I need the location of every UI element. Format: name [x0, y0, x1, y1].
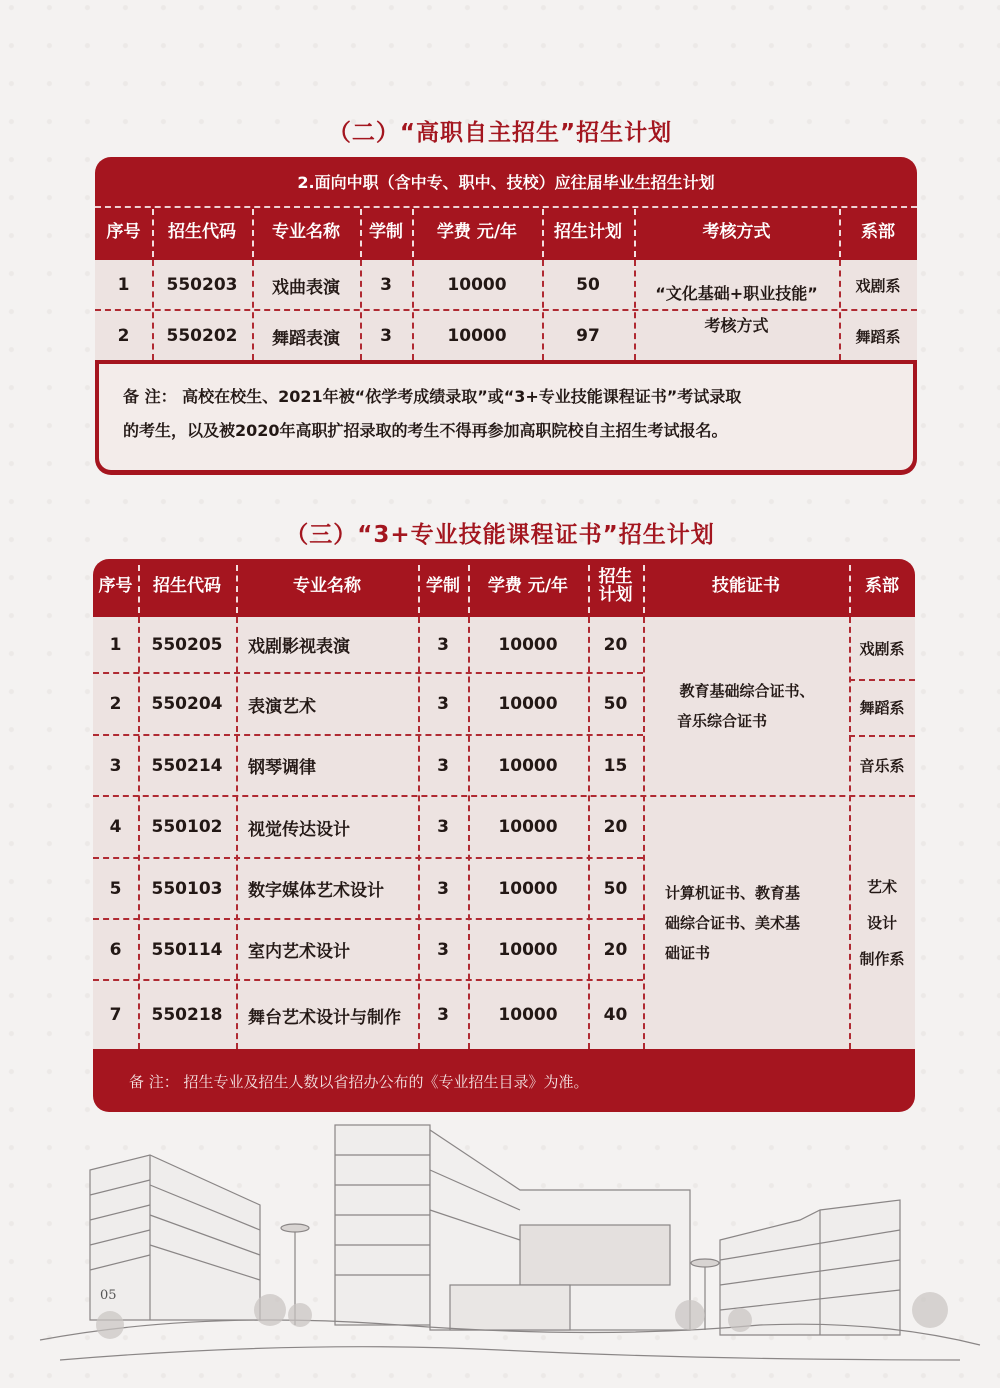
- s3-row5-plan: 50: [603, 878, 628, 899]
- s3-row7-code: 550218: [151, 1005, 223, 1025]
- s2-hsep-2: [252, 209, 254, 257]
- s2-assessment-line1: “文化基础+职业技能”: [655, 284, 818, 303]
- s2-hsep-3: [360, 209, 362, 257]
- s3-hsep-4: [468, 565, 470, 613]
- s3-row7-no: 7: [109, 1005, 122, 1025]
- s2-note: [99, 364, 913, 470]
- s3-cert-group2-line3: 础证书: [665, 944, 711, 962]
- s3-row6-code: 550114: [151, 939, 223, 960]
- s3-row1-code: 550205: [151, 634, 223, 655]
- s3-row6-plan: 20: [603, 939, 628, 960]
- s2-header-no: 序号: [106, 222, 141, 243]
- s3-row7-years: 3: [437, 1005, 449, 1025]
- s3-cert-group1: [645, 617, 849, 795]
- section2-panel: [95, 157, 917, 475]
- s3-row5-years: 3: [437, 878, 449, 899]
- s2-row1-code: 550203: [166, 275, 238, 295]
- s3-row5-fee: 10000: [498, 878, 558, 899]
- s2-bsep-4: [412, 260, 414, 360]
- s3-row2-plan: 50: [603, 694, 628, 714]
- s3-cert-group1-line1: 教育基础综合证书、: [679, 682, 815, 700]
- s2-bsep-3: [360, 260, 362, 360]
- section2-title: （二）“高职自主招生”招生计划: [327, 120, 673, 146]
- s2-row1-plan: 50: [576, 275, 600, 295]
- s3-header-fee: 学费 元/年: [487, 576, 569, 597]
- s3-row4-code: 550102: [151, 817, 223, 837]
- s3-hsep-3: [418, 565, 420, 613]
- s3-hsep-5: [588, 565, 590, 613]
- s2-row1-years: 3: [380, 275, 392, 295]
- s3-row3-years: 3: [437, 755, 449, 776]
- s3-row4-plan: 20: [603, 817, 628, 837]
- s3-header-no: 序号: [98, 576, 133, 597]
- s2-header-code: 招生代码: [168, 222, 236, 243]
- s3-hsep-1: [138, 565, 140, 613]
- s2-row2-name: 舞蹈表演: [272, 328, 340, 349]
- s3-cert-group2-line1: 计算机证书、教育基: [665, 884, 801, 902]
- s3-dept-4-line3: 制作系: [859, 950, 905, 968]
- s3-cert-group2-line2: 础综合证书、美术基: [665, 914, 801, 932]
- s2-assessment-cell: [634, 260, 839, 360]
- s2-note-line2: 的考生，以及被2020年高职扩招录取的考生不得再参加高职院校自主招生考试报名。: [123, 421, 728, 440]
- s2-row1-no: 1: [117, 275, 130, 295]
- s3-row6-no: 6: [109, 939, 122, 960]
- s3-row2-fee: 10000: [498, 694, 558, 714]
- s3-hsep-6: [643, 565, 645, 613]
- s2-header-name: 专业名称: [272, 222, 340, 243]
- s3-row2-name: 表演艺术: [248, 696, 316, 717]
- s3-dept-4-line2: 设计: [866, 914, 897, 932]
- s3-hsep-7: [849, 565, 851, 613]
- s3-dept-1: 戏剧系: [859, 639, 905, 658]
- s3-header-code: 招生代码: [153, 576, 221, 597]
- s2-row2-no: 2: [117, 326, 130, 346]
- s3-dept-4: [849, 797, 915, 1049]
- s3-header-years: 学制: [426, 576, 460, 597]
- s2-header-top-line: [95, 206, 917, 208]
- s3-cert-group2: [645, 797, 849, 1049]
- s3-dept-2: 舞蹈系: [859, 698, 905, 717]
- s3-header-cert: 技能证书: [712, 576, 780, 597]
- s3-row2-no: 2: [109, 694, 122, 714]
- section3-title: （三）“3+专业技能课程证书”招生计划: [285, 522, 715, 548]
- s3-row6-fee: 10000: [498, 939, 558, 960]
- s3-row1-name: 戏剧影视表演: [248, 637, 350, 657]
- s2-bsep-7: [839, 260, 841, 360]
- s2-row2-dept: 舞蹈系: [855, 327, 901, 346]
- s3-row1-plan: 20: [603, 634, 628, 655]
- s2-hsep-1: [152, 209, 154, 257]
- s2-bsep-1: [152, 260, 154, 360]
- s2-row1-fee: 10000: [447, 275, 507, 295]
- s3-row4-name: 视觉传达设计: [248, 819, 350, 840]
- s3-row4-no: 4: [109, 817, 122, 837]
- s2-row2-code: 550202: [166, 326, 238, 346]
- s3-row3-no: 3: [109, 755, 122, 776]
- s3-row5-name: 数字媒体艺术设计: [248, 881, 384, 901]
- s3-header-name: 专业名称: [293, 576, 361, 597]
- s2-header-dept: 系部: [861, 222, 895, 243]
- s2-hsep-4: [412, 209, 414, 257]
- s3-row4-fee: 10000: [498, 817, 558, 837]
- section2-caption: 2.面向中职（含中专、职中、技校）应往届毕业生招生计划: [297, 172, 715, 192]
- s3-dept-3: 音乐系: [859, 756, 905, 775]
- s3-row1-years: 3: [437, 634, 449, 655]
- s3-row3-code: 550214: [151, 755, 223, 776]
- s3-note: 备 注： 招生专业及招生人数以省招办公布的《专业招生目录》为准。: [129, 1073, 589, 1091]
- s3-row7-plan: 40: [603, 1005, 628, 1025]
- s2-hsep-6: [634, 209, 636, 257]
- s3-row1-no: 1: [109, 634, 122, 655]
- s3-row3-plan: 15: [603, 755, 628, 776]
- s3-row1-fee: 10000: [498, 634, 558, 655]
- s2-hsep-7: [839, 209, 841, 257]
- s2-bsep-5: [542, 260, 544, 360]
- s3-header-plan-line2: 计划: [598, 585, 633, 605]
- s3-row5-no: 5: [109, 878, 122, 899]
- s3-cert-group1-line2: 音乐综合证书: [677, 712, 768, 730]
- s3-row4-years: 3: [437, 817, 449, 837]
- page-number: 05: [100, 1288, 117, 1303]
- s3-row7-fee: 10000: [498, 1005, 558, 1025]
- s3-row5-code: 550103: [151, 878, 223, 899]
- s3-row2-years: 3: [437, 694, 449, 714]
- s3-row3-fee: 10000: [498, 755, 558, 776]
- s2-assessment-line2: 考核方式: [704, 316, 769, 335]
- s3-row6-years: 3: [437, 939, 449, 960]
- s2-header-years: 学制: [369, 222, 403, 243]
- s3-row6-name: 室内艺术设计: [248, 942, 350, 962]
- s3-hsep-2: [236, 565, 238, 613]
- s2-row1-dept: 戏剧系: [855, 276, 901, 295]
- s3-row2-code: 550204: [151, 694, 223, 714]
- s3-dept-4-line1: 艺术: [866, 878, 897, 896]
- s3-row3-name: 钢琴调律: [248, 758, 316, 778]
- s2-header-assessment: 考核方式: [702, 222, 771, 243]
- s2-header-fee: 学费 元/年: [436, 222, 518, 243]
- s2-bsep-6: [634, 260, 636, 360]
- s3-header-dept: 系部: [865, 576, 899, 597]
- s2-bsep-2: [252, 260, 254, 360]
- s2-row2-plan: 97: [576, 326, 600, 346]
- s2-row1-name: 戏曲表演: [272, 277, 340, 298]
- s3-header-plan: [588, 559, 643, 615]
- s3-row7-name: 舞台艺术设计与制作: [248, 1007, 401, 1028]
- campus-buildings-illustration: [0, 1110, 1000, 1388]
- s2-hsep-5: [542, 209, 544, 257]
- s2-note-line1: 备 注： 高校在校生、2021年被“依学考成绩录取”或“3+专业技能课程证书”考试录取: [123, 387, 742, 406]
- s2-header-plan: 招生计划: [554, 222, 622, 243]
- s3-header-plan-line1: 招生: [598, 567, 633, 588]
- section3-panel: [93, 559, 915, 1112]
- s2-row2-fee: 10000: [447, 326, 507, 346]
- s2-row2-years: 3: [380, 326, 392, 346]
